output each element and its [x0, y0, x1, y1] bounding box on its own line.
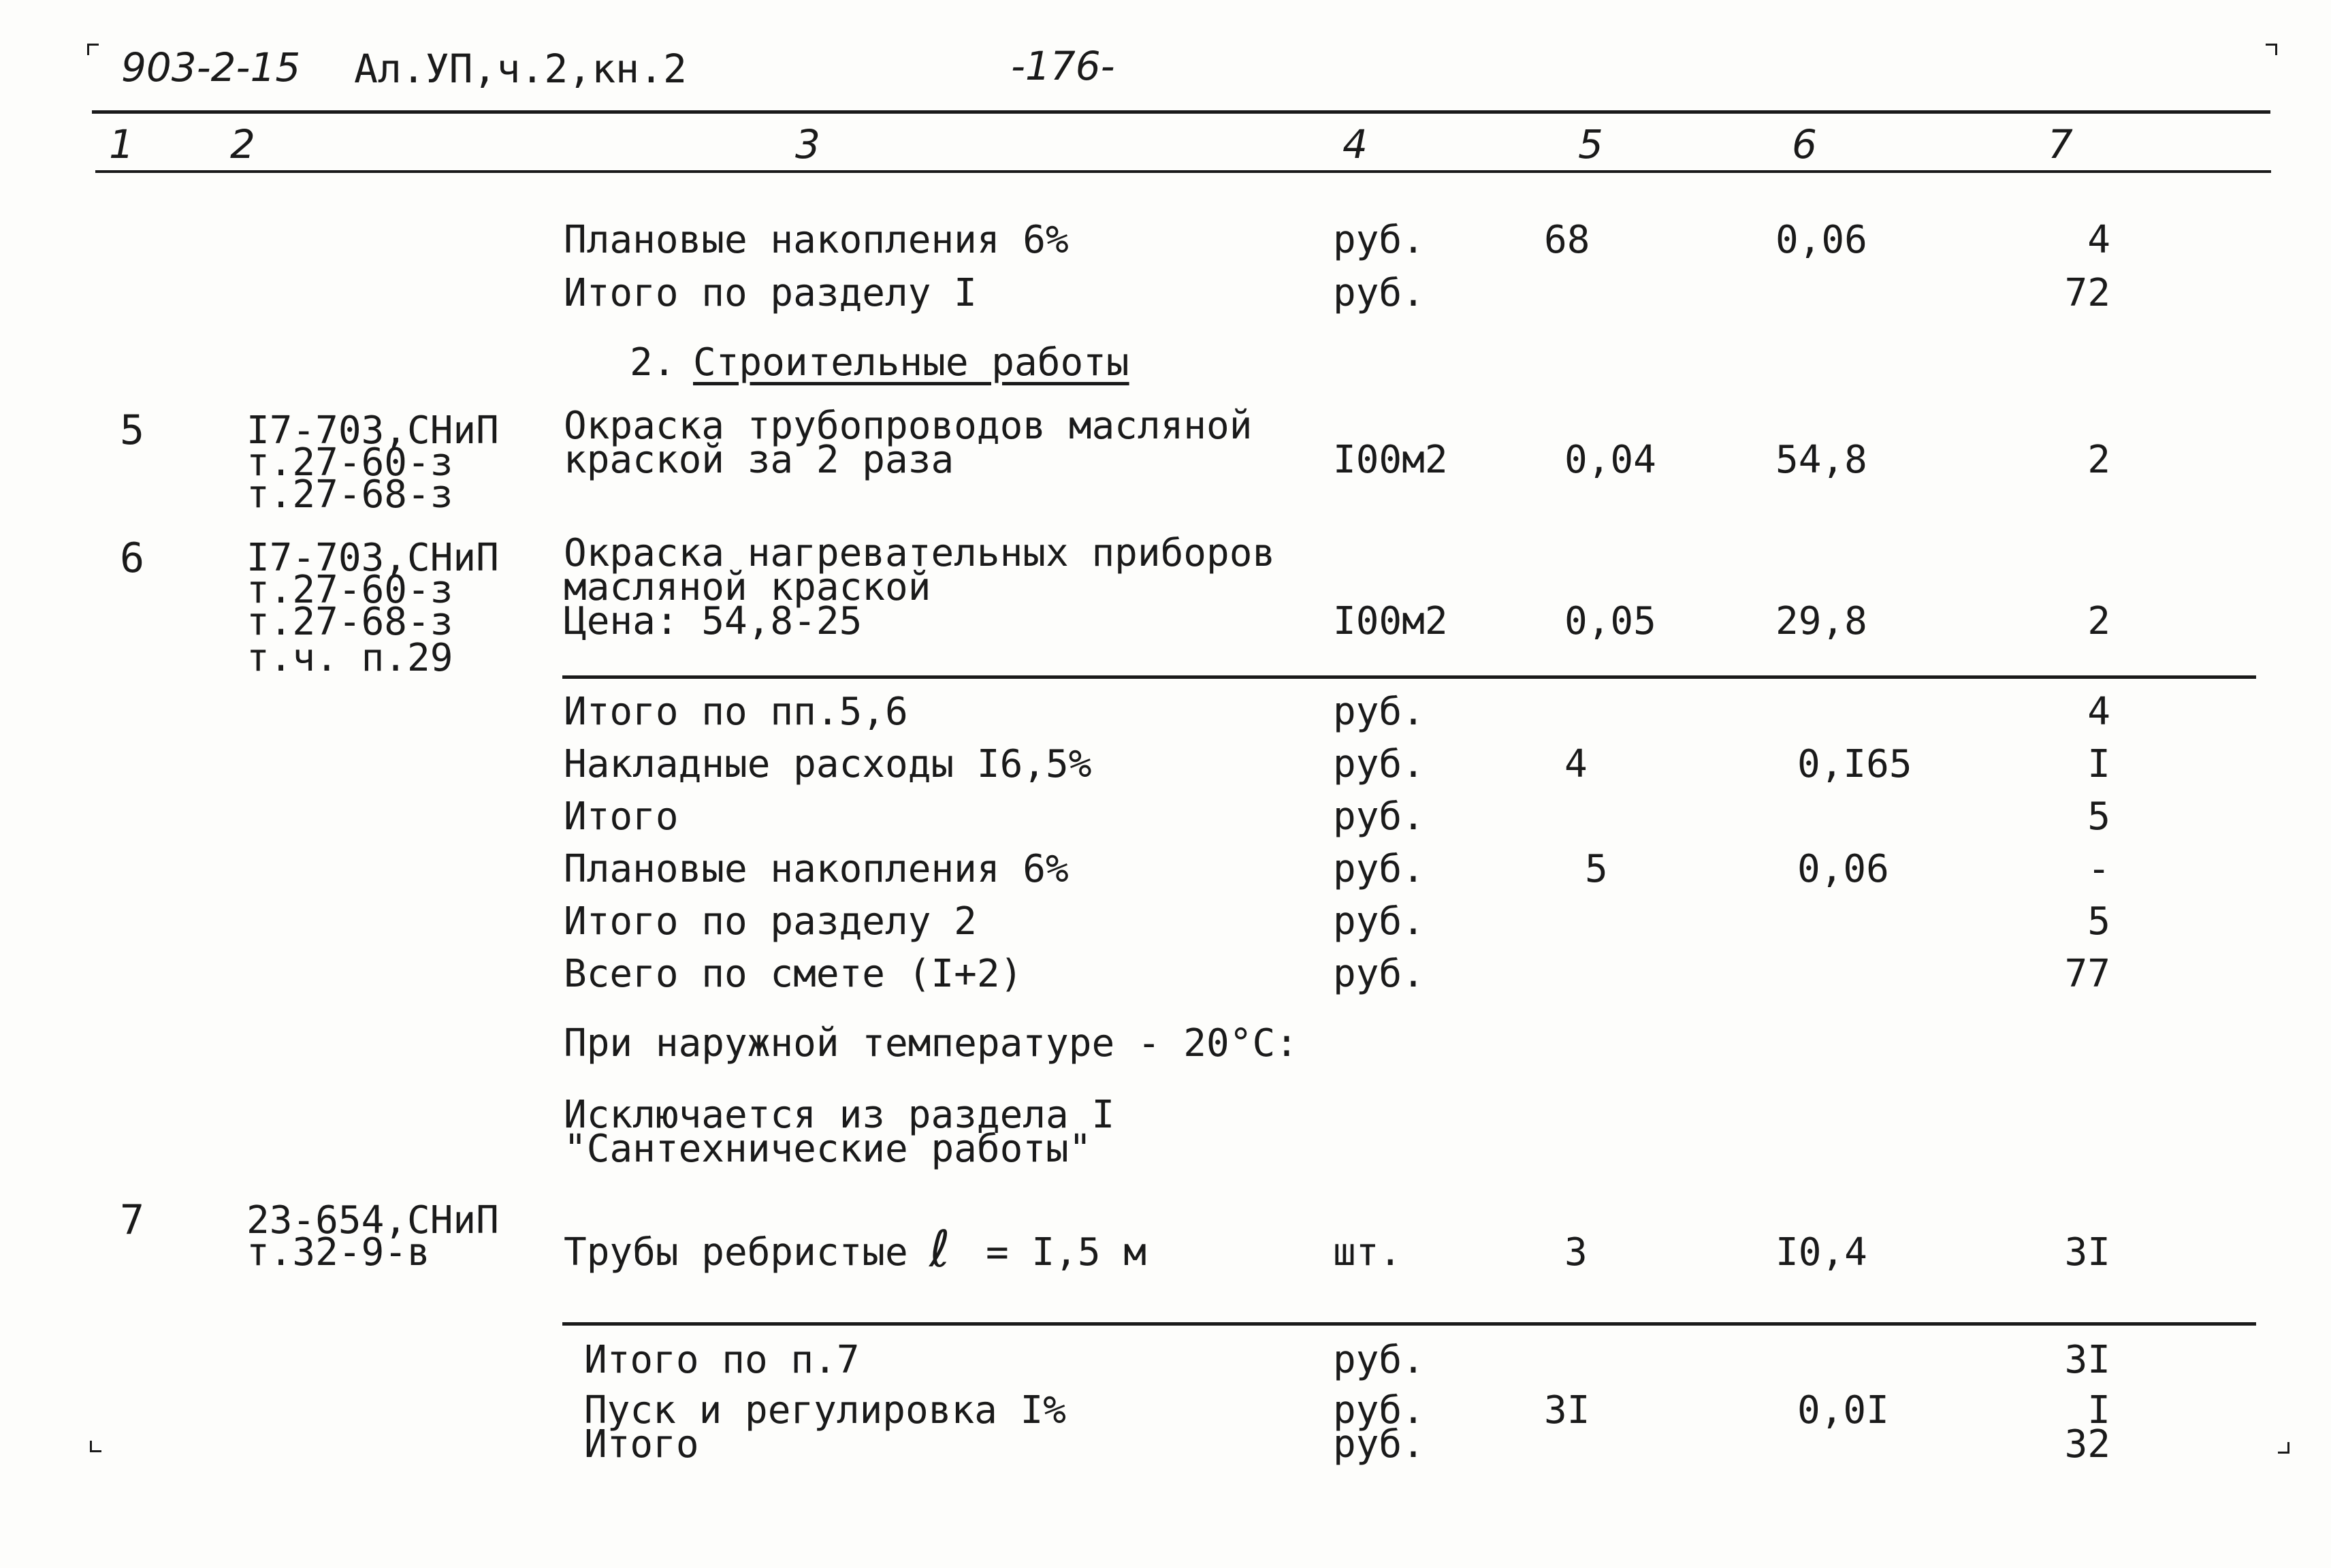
item-reference: I7-703,СНиП	[246, 409, 499, 453]
row-total: 3I	[2064, 1230, 2110, 1275]
column-header-4: 4	[1343, 121, 1368, 167]
item-number: 6	[120, 534, 145, 582]
row-price: I0,4	[1775, 1230, 1867, 1275]
row-unit: руб.	[1333, 899, 1425, 944]
item-name: Окраска нагревательных приборов	[564, 531, 1276, 575]
row-unit: руб.	[1333, 742, 1425, 786]
item-reference: т.27-60-з	[246, 441, 453, 485]
subtotal-rule	[562, 1322, 2256, 1326]
column-header-1: 1	[109, 121, 134, 167]
row-total: I	[2087, 1388, 2110, 1433]
row-price: 0,I65	[1797, 742, 1912, 786]
row-unit: шт.	[1333, 1230, 1402, 1275]
row-name: Плановые накопления 6%	[564, 218, 1069, 262]
row-name: Итого по разделу I	[564, 271, 977, 315]
row-unit: руб.	[1333, 1422, 1425, 1467]
row-name: Пуск и регулировка I%	[584, 1388, 1067, 1433]
row-qty: 5	[1585, 847, 1608, 891]
corner-mark-top-left	[87, 44, 99, 55]
row-name: Итого	[564, 795, 679, 839]
row-qty: 0,04	[1564, 438, 1656, 482]
row-total: 4	[2087, 218, 2110, 262]
item-reference: I7-703,СНиП	[246, 536, 499, 580]
row-total: 5	[2087, 899, 2110, 944]
column-header-6: 6	[1792, 121, 1817, 167]
row-unit: руб.	[1333, 847, 1425, 891]
row-name: Всего по смете (I+2)	[564, 952, 1023, 996]
row-name: Накладные расходы I6,5%	[564, 742, 1092, 786]
length-formula: = I,5 м	[986, 1230, 1147, 1275]
row-price: 0,0I	[1797, 1388, 1889, 1433]
row-total: 3I	[2064, 1338, 2110, 1382]
header-rule-bottom	[95, 170, 2271, 173]
row-price: 29,8	[1775, 599, 1867, 643]
item-name: Окраска трубопроводов масляной	[564, 404, 1253, 448]
row-qty: 0,05	[1564, 599, 1656, 643]
row-total: 5	[2087, 795, 2110, 839]
row-total: 2	[2087, 599, 2110, 643]
row-name: Итого	[584, 1422, 699, 1467]
row-name: Плановые накопления 6%	[564, 847, 1069, 891]
header-rule-top	[92, 110, 2270, 114]
row-unit: руб.	[1333, 952, 1425, 996]
row-price: 0,06	[1775, 218, 1867, 262]
row-unit: I00м2	[1333, 438, 1448, 482]
column-header-3: 3	[795, 121, 820, 167]
corner-mark-bottom-right	[2278, 1442, 2289, 1454]
item-reference: т.ч. п.29	[246, 636, 453, 680]
row-total: -	[2087, 847, 2110, 891]
row-total: 2	[2087, 438, 2110, 482]
row-qty: 68	[1544, 218, 1590, 262]
item-reference: т.27-60-з	[246, 568, 453, 612]
temperature-note: При наружной температуре - 20°С:	[564, 1021, 1298, 1066]
length-symbol: ℓ	[929, 1220, 950, 1279]
row-unit: руб.	[1333, 795, 1425, 839]
row-name: Итого по разделу 2	[564, 899, 977, 944]
item-reference: 23-654,СНиП	[246, 1198, 499, 1243]
item-reference: т.27-68-з	[246, 473, 453, 517]
item-number: 5	[120, 406, 145, 454]
row-price: 0,06	[1797, 847, 1889, 891]
exclusion-note: Исключается из раздела I	[564, 1093, 1115, 1137]
row-unit: руб.	[1333, 218, 1425, 262]
item-name: Трубы ребристые	[564, 1230, 908, 1275]
row-unit: руб.	[1333, 1388, 1425, 1433]
row-name: Итого по п.7	[584, 1338, 860, 1382]
row-unit: руб.	[1333, 1338, 1425, 1382]
corner-mark-bottom-left	[90, 1441, 101, 1452]
row-total: 32	[2064, 1422, 2110, 1467]
section-title: Строительные работы	[693, 340, 1129, 385]
row-unit: I00м2	[1333, 599, 1448, 643]
row-total: 77	[2064, 952, 2110, 996]
column-header-7: 7	[2048, 121, 2073, 167]
row-unit: руб.	[1333, 690, 1425, 734]
row-qty: 3I	[1544, 1388, 1590, 1433]
row-total: I	[2087, 742, 2110, 786]
item-reference: т.32-9-в	[246, 1230, 430, 1275]
page-number: -176-	[1011, 43, 1115, 89]
item-reference: т.27-68-з	[246, 600, 453, 644]
column-header-2: 2	[230, 121, 255, 167]
row-total: 4	[2087, 690, 2110, 734]
item-number: 7	[120, 1196, 145, 1244]
row-qty: 4	[1564, 742, 1588, 786]
column-header-5: 5	[1578, 121, 1603, 167]
item-name: масляной краской	[564, 565, 931, 609]
exclusion-note: "Сантехнические работы"	[564, 1127, 1092, 1171]
corner-mark-top-right	[2266, 44, 2277, 55]
item-name: Цена: 54,8-25	[564, 599, 863, 643]
row-total: 72	[2064, 271, 2110, 315]
row-price: 54,8	[1775, 438, 1867, 482]
row-qty: 3	[1564, 1230, 1588, 1275]
item-name: краской за 2 раза	[564, 438, 954, 482]
row-unit: руб.	[1333, 271, 1425, 315]
album-reference: Ал.УП,ч.2,кн.2	[354, 46, 687, 92]
subtotal-rule	[562, 675, 2256, 679]
section-number: 2.	[630, 340, 676, 385]
document-code: 903-2-15	[121, 44, 301, 91]
row-name: Итого по пп.5,6	[564, 690, 908, 734]
